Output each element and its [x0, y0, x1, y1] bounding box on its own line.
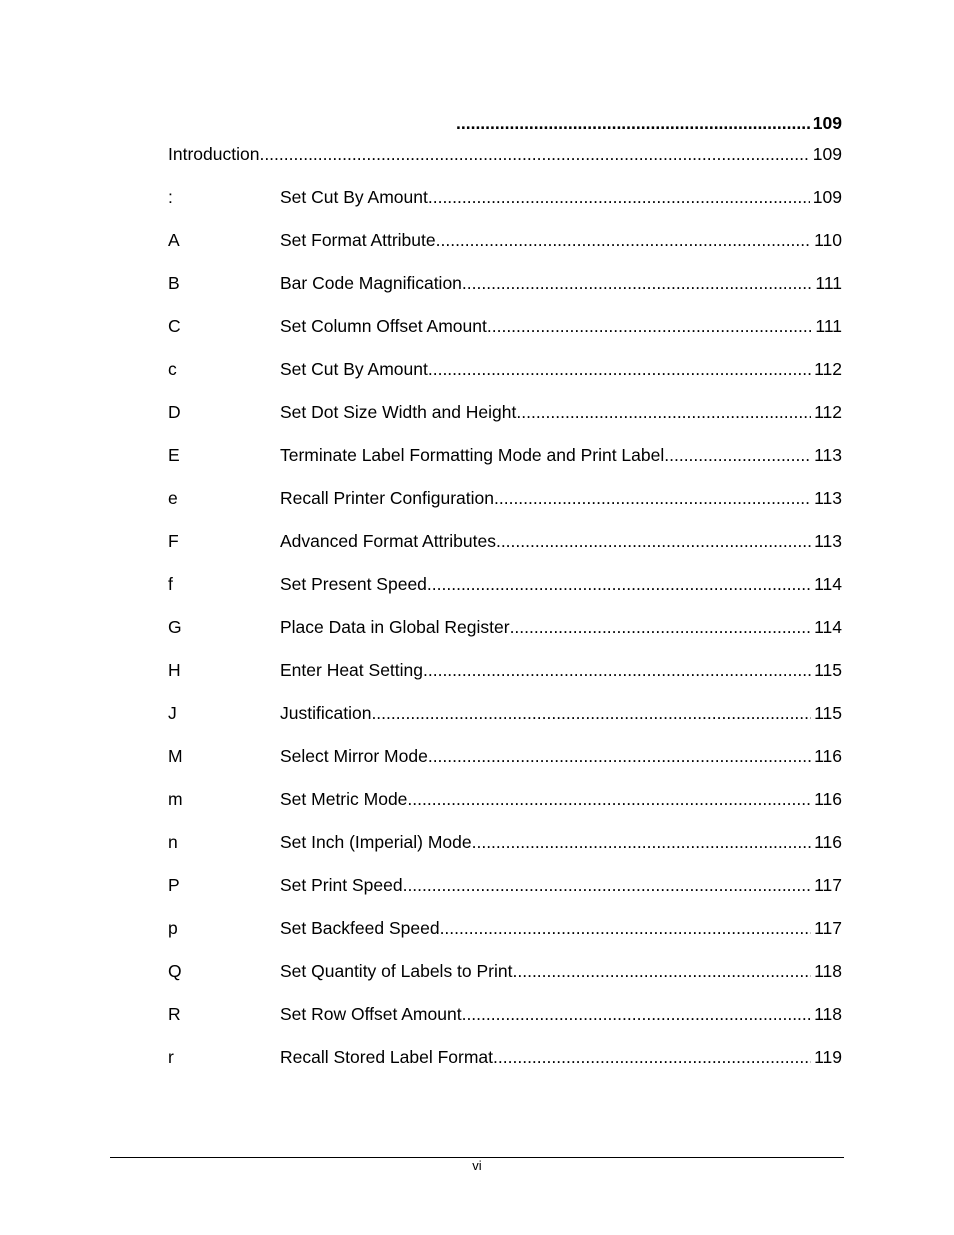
- toc-entry: [280, 486, 842, 510]
- toc-entry-title: Recall Printer Configuration: [280, 488, 494, 508]
- toc-item: [168, 400, 842, 424]
- toc-entry: [168, 142, 842, 166]
- toc-entry: [280, 314, 842, 338]
- dot-leader: [664, 443, 811, 467]
- command-code: P: [168, 875, 180, 895]
- toc-item: [168, 1045, 842, 1069]
- command-code: D: [168, 402, 181, 422]
- toc-entry-title: Set Inch (Imperial) Mode: [280, 832, 472, 852]
- toc-entry-title: Set Row Offset Amount: [280, 1004, 462, 1024]
- toc-page-number: 117: [814, 918, 842, 938]
- toc-entry-title: Place Data in Global Register: [280, 617, 510, 637]
- toc-item: [168, 959, 842, 983]
- toc-page-number: 109: [812, 113, 842, 133]
- toc-item: [168, 271, 842, 295]
- dot-leader: [493, 1045, 811, 1069]
- command-code: H: [168, 660, 181, 680]
- toc-entry: [280, 400, 842, 424]
- dot-leader: [456, 111, 810, 135]
- dot-leader: [427, 572, 811, 596]
- toc-entry-title: Set Cut By Amount: [280, 359, 428, 379]
- toc-item: [168, 228, 842, 252]
- toc-page-number: 113: [814, 531, 842, 551]
- dot-leader: [428, 744, 811, 768]
- toc-entry-title: Bar Code Magnification: [280, 273, 462, 293]
- command-code: M: [168, 746, 183, 766]
- toc-page-number: 112: [814, 359, 842, 379]
- footer-page-number: vi: [472, 1158, 482, 1173]
- toc-item: [168, 873, 842, 897]
- command-code: G: [168, 617, 182, 637]
- dot-leader: [436, 228, 811, 252]
- toc-entry: [280, 185, 842, 209]
- command-code: R: [168, 1004, 181, 1024]
- toc-page-number: 111: [815, 273, 842, 293]
- toc-entry: [280, 1002, 842, 1026]
- command-code: r: [168, 1047, 174, 1067]
- toc-item: [168, 486, 842, 510]
- command-code: F: [168, 531, 179, 551]
- toc-entry: [280, 787, 842, 811]
- toc-page-number: 116: [814, 789, 842, 809]
- command-code: f: [168, 574, 173, 594]
- toc-entry-title: Set Metric Mode: [280, 789, 408, 809]
- toc-entry-title: Enter Heat Setting: [280, 660, 423, 680]
- toc-introduction: [168, 142, 842, 166]
- command-code: n: [168, 832, 178, 852]
- toc-entry: [280, 615, 842, 639]
- toc-entry: [280, 873, 842, 897]
- command-code: c: [168, 359, 177, 379]
- toc-page-number: 118: [814, 1004, 842, 1024]
- dot-leader: [516, 400, 811, 424]
- toc-entry-title: Set Backfeed Speed: [280, 918, 440, 938]
- command-code: C: [168, 316, 181, 336]
- toc-entry-title: Set Column Offset Amount: [280, 316, 487, 336]
- dot-leader: [403, 873, 812, 897]
- toc-entry: [280, 529, 842, 553]
- toc-page-number: 115: [814, 660, 842, 680]
- toc-page-number: 113: [814, 445, 842, 465]
- toc-entry-title: Introduction: [168, 144, 260, 164]
- toc-page-number: 113: [814, 488, 842, 508]
- dot-leader: [487, 314, 813, 338]
- toc-entry: [280, 658, 842, 682]
- dot-leader: [472, 830, 811, 854]
- dot-leader: [440, 916, 812, 940]
- toc-page-number: 116: [814, 746, 842, 766]
- toc-item: [168, 443, 842, 467]
- toc-page-number: 118: [814, 961, 842, 981]
- command-code: :: [168, 187, 173, 207]
- command-code: m: [168, 789, 183, 809]
- toc-entry: [280, 357, 842, 381]
- toc-item: [168, 314, 842, 338]
- toc-entry-title: Set Cut By Amount: [280, 187, 428, 207]
- toc-page-number: 117: [814, 875, 842, 895]
- toc-item: [168, 529, 842, 553]
- toc-item: [168, 744, 842, 768]
- command-code: A: [168, 230, 180, 250]
- toc-page-number: 119: [814, 1047, 842, 1067]
- toc-entry-title: Select Mirror Mode: [280, 746, 428, 766]
- dot-leader: [462, 1002, 812, 1026]
- toc-entry-title: Set Quantity of Labels to Print: [280, 961, 513, 981]
- dot-leader: [494, 486, 811, 510]
- command-code: E: [168, 445, 180, 465]
- toc-page-number: 116: [814, 832, 842, 852]
- toc-item: [168, 572, 842, 596]
- command-code: J: [168, 703, 177, 723]
- toc-item: [168, 1002, 842, 1026]
- dot-leader: [462, 271, 812, 295]
- dot-leader: [513, 959, 812, 983]
- toc-page-number: 114: [814, 574, 842, 594]
- dot-leader: [496, 529, 811, 553]
- toc-entry: [280, 744, 842, 768]
- dot-leader: [407, 787, 811, 811]
- toc-page-number: 115: [814, 703, 842, 723]
- toc-item: [168, 615, 842, 639]
- toc-entry: [280, 916, 842, 940]
- toc-item: [168, 830, 842, 854]
- toc-entry-title: Advanced Format Attributes: [280, 531, 496, 551]
- toc-page-number: 109: [812, 187, 842, 207]
- dot-leader: [428, 185, 810, 209]
- command-code: Q: [168, 961, 182, 981]
- command-code: e: [168, 488, 178, 508]
- toc-entry-title: Justification: [280, 703, 372, 723]
- toc-entry: [280, 1045, 842, 1069]
- toc-section-heading: [168, 111, 842, 135]
- toc-item: [168, 916, 842, 940]
- toc-entry: [456, 111, 842, 135]
- toc-entry: [280, 443, 842, 467]
- toc-page-number: 110: [814, 230, 842, 250]
- toc-entry: [280, 959, 842, 983]
- dot-leader: [259, 142, 809, 166]
- toc-entry: [280, 830, 842, 854]
- toc-entry-title: Set Present Speed: [280, 574, 427, 594]
- toc-page-number: 114: [814, 617, 842, 637]
- toc-item: [168, 185, 842, 209]
- toc-entry-title: Set Format Attribute: [280, 230, 436, 250]
- toc-item: [168, 658, 842, 682]
- toc-entry: [280, 271, 842, 295]
- toc-entry: [280, 228, 842, 252]
- toc-entry-title: Set Dot Size Width and Height: [280, 402, 517, 422]
- toc-page-number: 109: [812, 144, 842, 164]
- toc-item: [168, 357, 842, 381]
- toc-entry-title: Recall Stored Label Format: [280, 1047, 494, 1067]
- toc-entry: [280, 572, 842, 596]
- command-code: B: [168, 273, 180, 293]
- dot-leader: [423, 658, 811, 682]
- toc-page-number: 111: [815, 316, 842, 336]
- dot-leader: [428, 357, 811, 381]
- dot-leader: [510, 615, 812, 639]
- dot-leader: [371, 701, 811, 725]
- toc-entry-title: Set Print Speed: [280, 875, 403, 895]
- command-code: p: [168, 918, 178, 938]
- toc-page-number: 112: [814, 402, 842, 422]
- toc-entry-title: Terminate Label Formatting Mode and Print Label: [280, 445, 665, 465]
- toc-item: [168, 787, 842, 811]
- toc-item: [168, 701, 842, 725]
- toc-entry: [280, 701, 842, 725]
